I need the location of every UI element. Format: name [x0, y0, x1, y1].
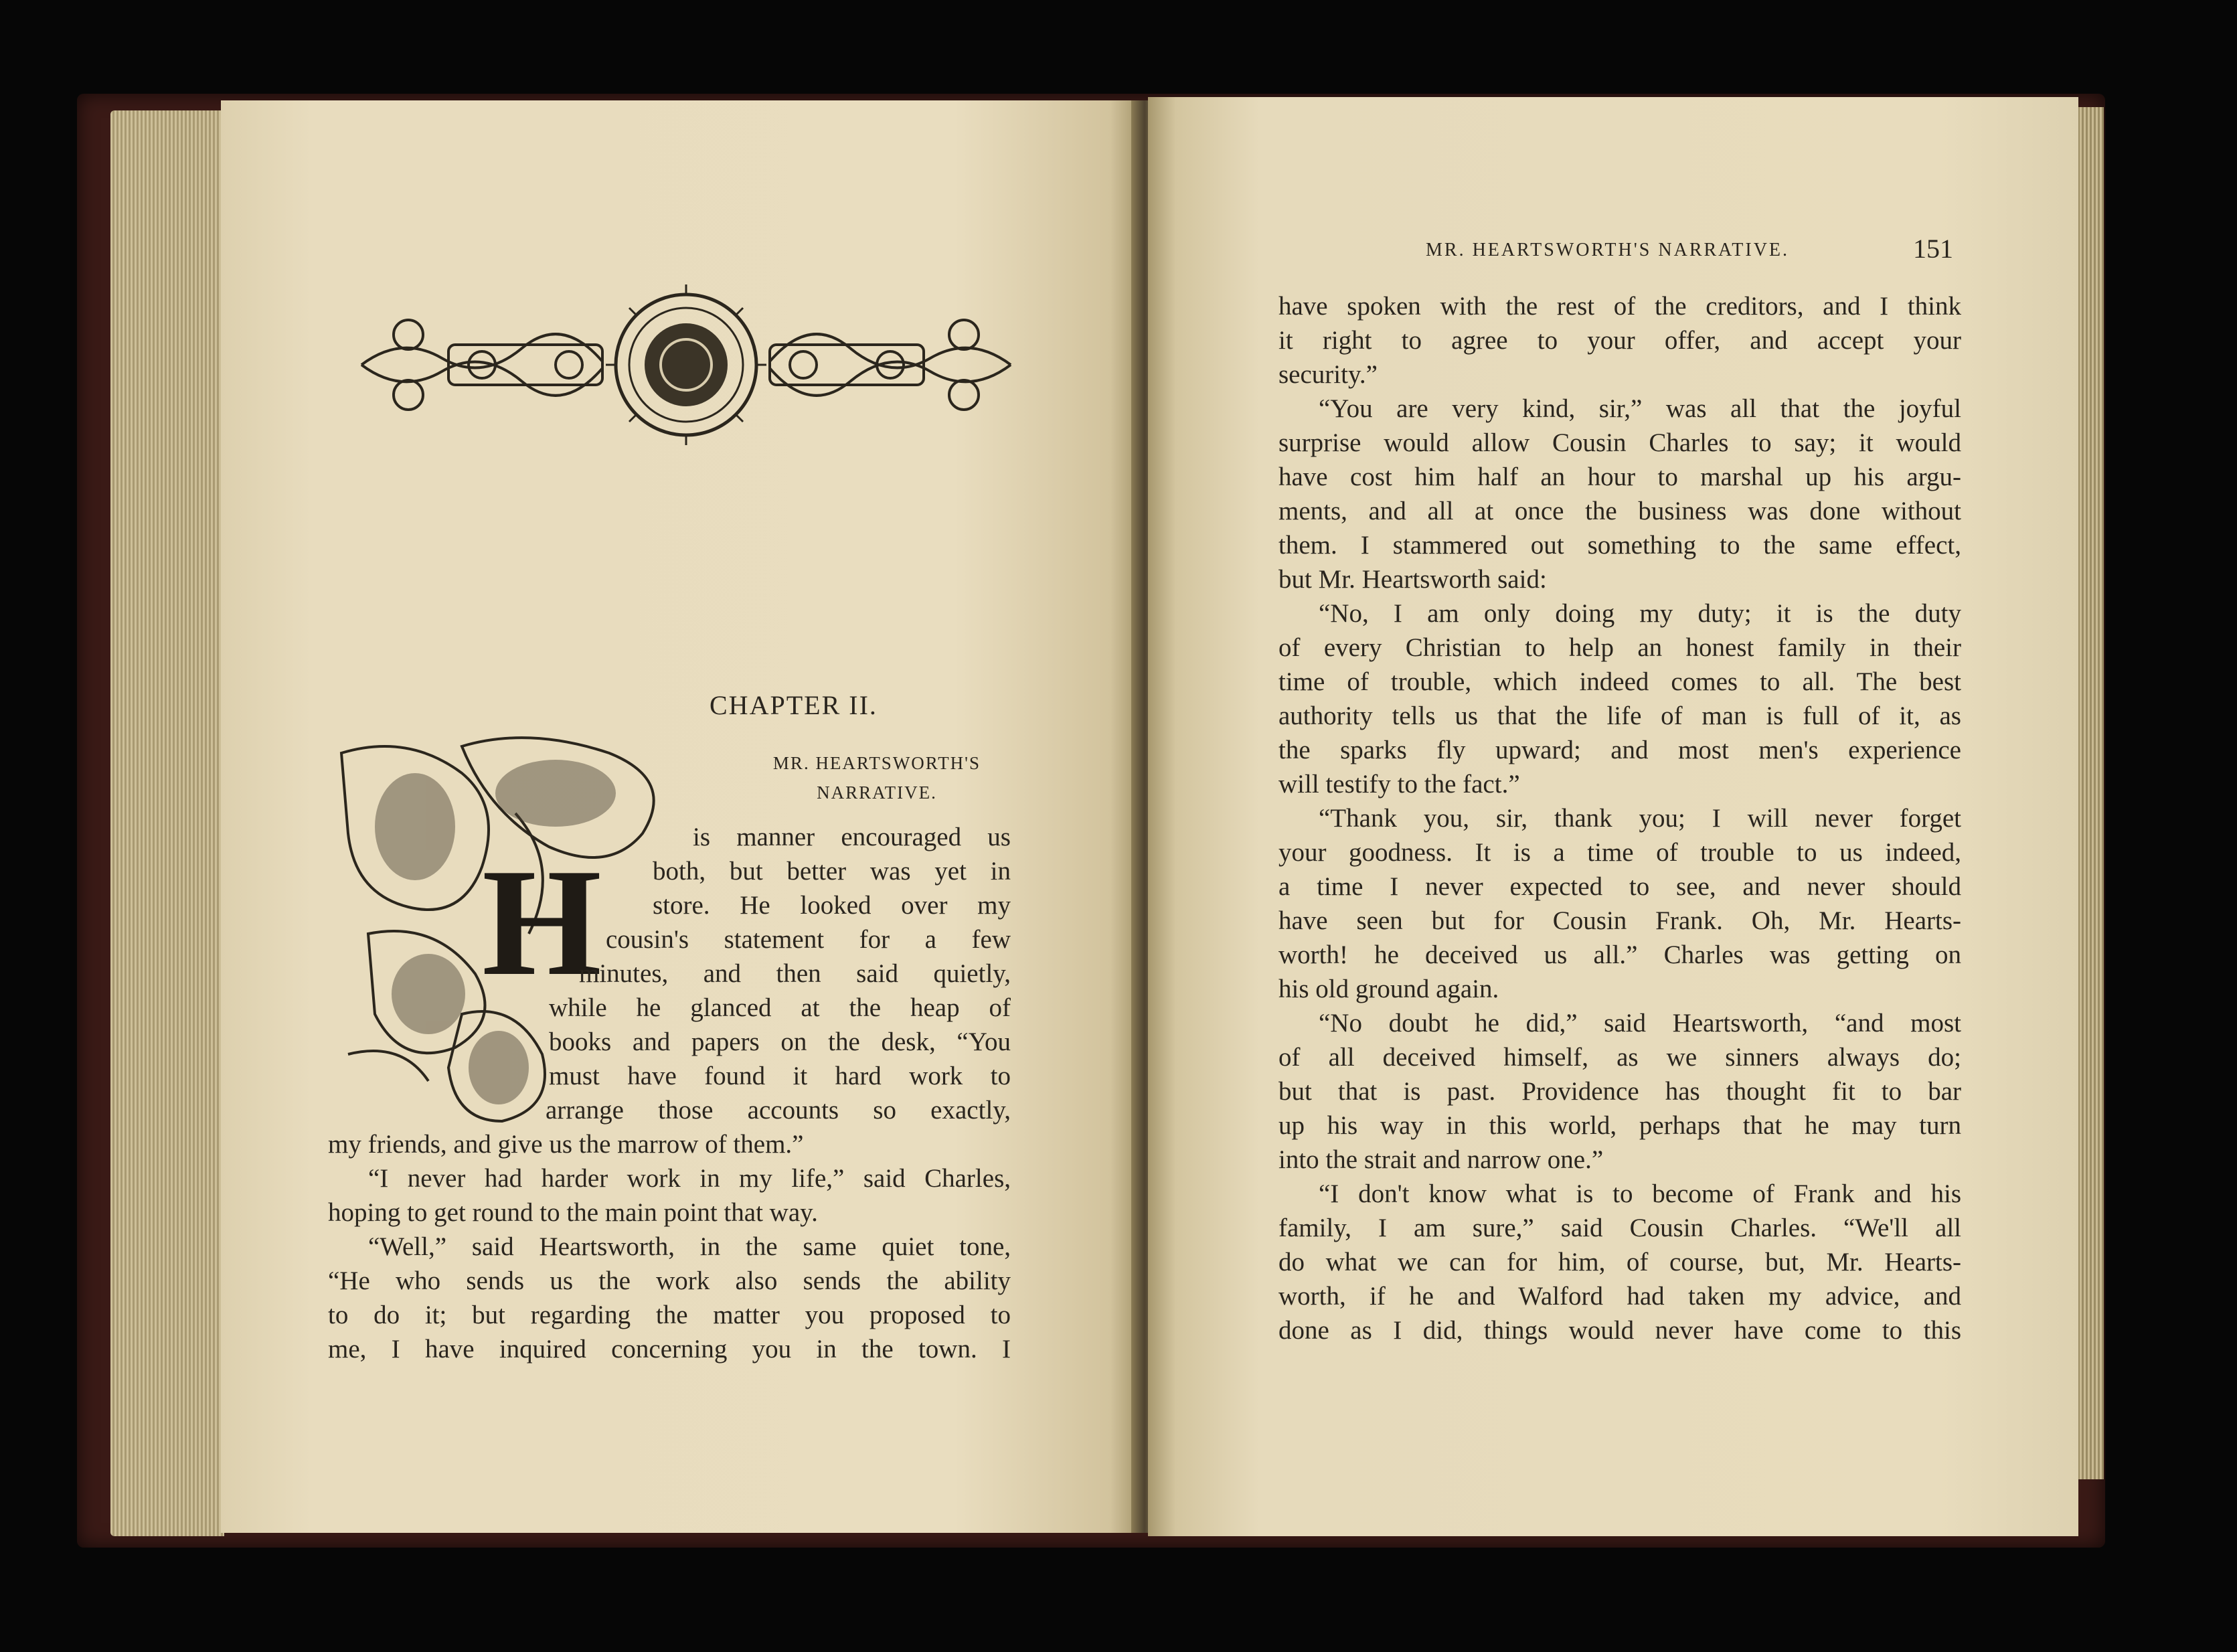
text-line: into the strait and narrow one.” [1278, 1145, 1604, 1174]
wrapped-text-col-5 [579, 957, 1011, 991]
text-line: but Mr. Heartsworth said: [1278, 565, 1547, 594]
chapter-subtitle-line: MR. HEARTSWORTH'S [772, 753, 981, 773]
text-line: my friends, and give us the marrow of them.” [328, 1130, 804, 1159]
wrapped-text-col-3 [653, 888, 1011, 922]
text-line: a time I never expected to see, and never should [1278, 872, 1961, 901]
wrapped-text-col-4 [606, 922, 1011, 957]
text-line: have seen but for Cousin Frank. Oh, Mr. Hearts- [1278, 906, 1961, 935]
text-line: must have found it hard work to [549, 1062, 1011, 1090]
text-line: ments, and all at once the business was done without [1278, 497, 1961, 525]
text-line: security.” [1278, 360, 1378, 389]
text-line: books and papers on the desk, “You [549, 1027, 1011, 1056]
text-line: of all deceived himself, as we sinners always do; [1278, 1043, 1961, 1072]
text-line: “No doubt he did,” said Heartsworth, “and most [1319, 1009, 1961, 1038]
chapter-subtitle [710, 748, 1044, 807]
text-line: both, but better was yet in [653, 857, 1011, 886]
wrapped-text-col-1 [693, 820, 1011, 854]
text-line: authority tells us that the life of man is full of it, as [1278, 701, 1961, 730]
text-line: it right to agree to your offer, and accept your [1278, 326, 1961, 355]
text-line: but that is past. Providence has thought fit to bar [1278, 1077, 1961, 1106]
text-line: “No, I am only doing my duty; it is the duty [1319, 599, 1961, 628]
text-line: family, I am sure,” said Cousin Charles. “We'll all [1278, 1214, 1961, 1242]
text-line: worth! he deceived us all.” Charles was getting on [1278, 940, 1961, 969]
text-line: “Well,” said Heartsworth, in the same quiet tone, [368, 1232, 1011, 1261]
text-line: your goodness. It is a time of trouble to us indeed, [1278, 838, 1961, 867]
text-line: “You are very kind, sir,” was all that the joyful [1319, 394, 1961, 423]
text-line: done as I did, things would never have come to this [1278, 1316, 1961, 1345]
text-line: them. I stammered out something to the same effect, [1278, 531, 1961, 560]
text-line: do what we can for him, of course, but, Mr. Hearts- [1278, 1248, 1961, 1276]
page-number: 151 [1913, 234, 1953, 264]
text-line: worth, if he and Walford had taken my advice, and [1278, 1282, 1961, 1311]
text-line: “He who sends us the work also sends the ability [328, 1266, 1011, 1295]
text-line: “Thank you, sir, thank you; I will never forget [1319, 804, 1961, 833]
wrapped-text-col-6 [549, 991, 1011, 1025]
text-line: the sparks fly upward; and most men's experience [1278, 736, 1961, 764]
ornament-headpiece-icon [348, 281, 1024, 448]
dropcap-letter: H [482, 837, 602, 1007]
chapter-title: CHAPTER II. [710, 690, 878, 720]
text-line: “I don't know what is to become of Frank and his [1319, 1179, 1961, 1208]
text-line: cousin's statement for a few [606, 925, 1011, 954]
wrapped-text-col-7 [549, 1025, 1011, 1059]
wrapped-text-col-2 [653, 854, 1011, 888]
left-body-text [328, 1127, 1011, 1366]
text-line: arrange those accounts so exactly, [546, 1096, 1011, 1125]
text-line: of every Christian to help an honest family in their [1278, 633, 1961, 662]
text-line: minutes, and then said quietly, [579, 959, 1011, 988]
text-line: “I never had harder work in my life,” said Charles, [368, 1164, 1011, 1193]
running-head: MR. HEARTSWORTH'S NARRATIVE. [1426, 240, 1790, 260]
chapter-subtitle-line: NARRATIVE. [817, 782, 937, 803]
text-line: up his way in this world, perhaps that he may turn [1278, 1111, 1961, 1140]
wrapped-text-col-9 [546, 1093, 1011, 1127]
text-line: to do it; but regarding the matter you proposed to [328, 1301, 1011, 1329]
text-line: time of trouble, which indeed comes to all. The best [1278, 667, 1961, 696]
wrapped-text-col-8 [549, 1059, 1011, 1093]
text-line: while he glanced at the heap of [549, 993, 1011, 1022]
text-line: have spoken with the rest of the creditors, and I think [1278, 292, 1961, 321]
text-line: surprise would allow Cousin Charles to say; it would [1278, 428, 1961, 457]
text-line: is manner encouraged us [693, 823, 1011, 851]
text-line: store. He looked over my [653, 891, 1011, 920]
text-line: me, I have inquired concerning you in the town. I [328, 1335, 1011, 1364]
text-line: hoping to get round to the main point that way. [328, 1198, 818, 1227]
right-body-text [1278, 289, 1961, 1347]
page-edges-left [110, 110, 224, 1536]
text-line: have cost him half an hour to marshal up his argu- [1278, 463, 1961, 491]
text-line: his old ground again. [1278, 975, 1499, 1003]
text-line: will testify to the fact.” [1278, 770, 1520, 799]
